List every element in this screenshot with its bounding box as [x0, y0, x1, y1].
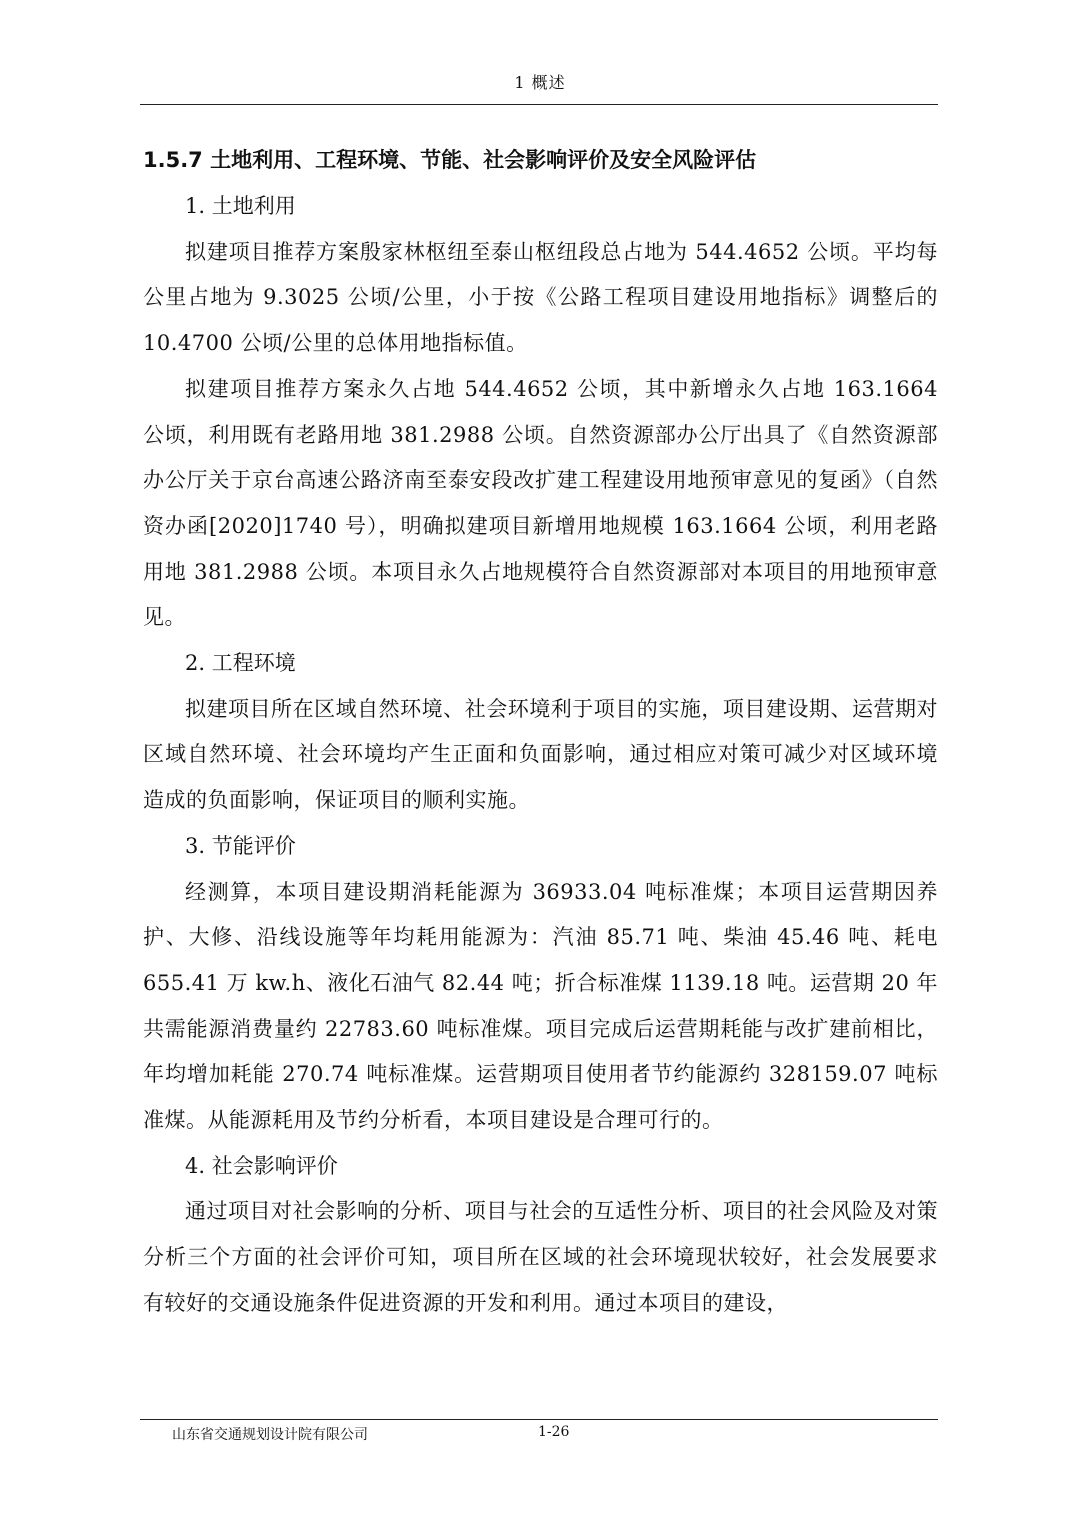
section-title: 1.5.7 土地利用、工程环境、节能、社会影响评价及安全风险评估: [143, 148, 757, 172]
paragraph-energy: 经测算，本项目建设期消耗能源为 36933.04 吨标准煤；本项目运营期因养护、大修、沿线设施等年均耗用能源为：汽油 85.71 吨、柴油 45.46 吨、耗电 655.41 万 kw.h、液化石油气 82.44 吨；折合标准煤 1139.18 吨。运营期 20 年共需能源消费量约 22783.60 吨标准煤。项目完成后运营期耗能与改扩建前相比，年均增加耗能 270.74 吨标准煤。运营期项目使用者节约能源约 328159.07 吨标准煤。从能源耗用及节约分析看，本项目建设是合理可行的。: [143, 879, 938, 1133]
footer-company: 山东省交通规划设计院有限公司: [172, 1427, 368, 1443]
heading-energy: 3. 节能评价: [185, 833, 296, 858]
paragraph-social: 通过项目对社会影响的分析、项目与社会的互适性分析、项目的社会风险及对策分析三个方面的社会评价可知，项目所在区域的社会环境现状较好，社会发展要求有较好的交通设施条件促进资源的开发和利用。通过本项目的建设，: [143, 1199, 938, 1315]
heading-social: 4. 社会影响评价: [185, 1153, 338, 1178]
paragraph-permanent-land: 拟建项目推荐方案永久占地 544.4652 公顷，其中新增永久占地 163.1664 公顷，利用既有老路用地 381.2988 公顷。自然资源部办公厅出具了《自然资源部办公厅关于京台高速公路济南至泰安段改扩建工程建设用地预审意见的复函》（自然资办函[2020]1740 号），明确拟建项目新增用地规模 163.1664 公顷，利用老路用地 381.2988 公顷。本项目永久占地规模符合自然资源部对本项目的用地预审意见。: [143, 376, 938, 630]
header-rule: [140, 104, 938, 105]
paragraph-environment: 拟建项目所在区域自然环境、社会环境利于项目的实施，项目建设期、运营期对区域自然环境、社会环境均产生正面和负面影响，通过相应对策可减少对区域环境造成的负面影响，保证项目的顺利实施。: [143, 696, 938, 813]
page-number: 1-26: [538, 1424, 570, 1440]
footer-rule: [140, 1419, 938, 1420]
heading-land-use: 1. 土地利用: [185, 194, 296, 218]
page-content: [143, 140, 938, 1327]
heading-environment: 2. 工程环境: [185, 651, 296, 676]
running-header: 1 概述: [514, 73, 566, 92]
paragraph-land-area: 拟建项目推荐方案殷家林枢纽至泰山枢纽段总占地为 544.4652 公顷。平均每公里占地为 9.3025 公顷/公里，小于按《公路工程项目建设用地指标》调整后的 10.4700 公顷/公里的总体用地指标值。: [143, 239, 938, 356]
